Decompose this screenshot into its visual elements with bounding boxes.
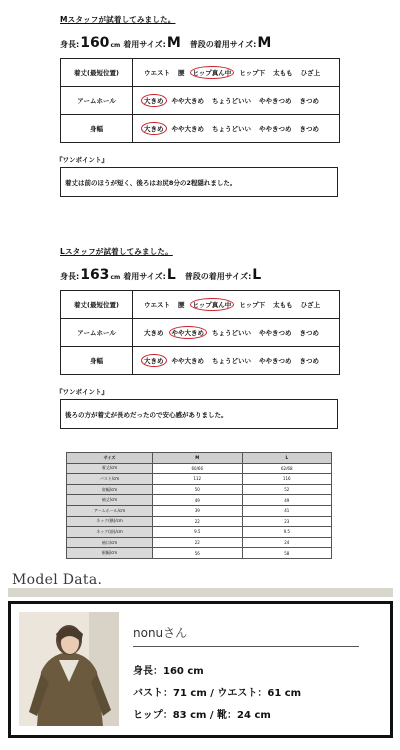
size-cell: 22 (153, 516, 243, 527)
fit-option-selected: ヒップ真ん中 (190, 66, 235, 79)
try-size-value: M (166, 35, 181, 51)
size-table-row (67, 474, 332, 485)
height-label: 身長: (60, 272, 80, 281)
size-header-cell: サイズ (67, 453, 153, 464)
height-value: 160 (80, 35, 110, 51)
size-cell: 50 (153, 484, 243, 495)
model-bust-waist: バスト：71 cm / ウエスト：61 cm (133, 688, 302, 699)
fit-row-label: 着丈(最短位置) (61, 59, 133, 87)
m-section-title: Mスタッフが試着してみました。 (60, 15, 176, 24)
l-height-line (60, 267, 340, 283)
l-point-text: 後ろの方が着丈が長めだったので安心感がありました。 (65, 410, 228, 419)
try-size-value: L (166, 267, 176, 283)
size-cell: 22 (153, 537, 243, 548)
fit-option: ヒップ下 (239, 301, 266, 309)
fit-row (61, 291, 340, 319)
model-title-rule (8, 588, 393, 597)
m-height-line (60, 35, 340, 51)
fit-option: 大きめ (144, 329, 164, 337)
fit-option: やや大きめ (171, 357, 204, 365)
size-row-label: ネック(横)/cm (67, 516, 153, 527)
size-row-label: 裾幅/cm (67, 548, 153, 559)
size-cell: 9.5 (242, 527, 332, 538)
fit-option-selected: ヒップ真ん中 (190, 298, 235, 311)
fit-option: ややきつめ (259, 125, 292, 133)
fit-option: きつめ (299, 97, 319, 105)
fit-option: ちょうどいい (212, 125, 251, 133)
size-cell: 62/68 (242, 463, 332, 474)
size-cell: 41 (242, 505, 332, 516)
fit-row-label: アームホール (61, 319, 133, 347)
fit-option-selected: 大きめ (141, 94, 167, 107)
m-fit-table (60, 58, 340, 143)
fit-row-label: アームホール (61, 87, 133, 115)
fit-option: ウエスト (144, 69, 170, 77)
size-table-row (67, 495, 332, 506)
fit-option: ややきつめ (259, 97, 292, 105)
size-header-cell: M (153, 453, 243, 464)
fit-row (61, 347, 340, 375)
fit-option: 太もも (273, 69, 293, 77)
size-cell: 24 (242, 537, 332, 548)
m-point-heading: 『ワンポイント』 (56, 156, 108, 164)
l-point-heading: 『ワンポイント』 (56, 388, 108, 396)
fit-option-selected: 大きめ (141, 122, 167, 135)
size-cell: 23 (242, 516, 332, 527)
size-table-row (67, 537, 332, 548)
fit-row-options (133, 347, 340, 375)
try-size-label: 着用サイズ: (123, 40, 166, 49)
fit-option: ちょうどいい (212, 97, 251, 105)
size-table (66, 452, 332, 559)
l-fit-table (60, 290, 340, 375)
size-table-row (67, 505, 332, 516)
try-size-label: 着用サイズ: (123, 272, 166, 281)
model-hip-shoe: ヒップ：83 cm / 靴：24 cm (133, 710, 271, 721)
model-data-card (8, 601, 393, 738)
size-row-label: バスト/cm (67, 474, 153, 485)
m-point-text: 着丈は前のほうが短く、後ろはお尻8分の2程隠れました。 (65, 178, 237, 187)
size-cell: 112 (153, 474, 243, 485)
size-table-row (67, 516, 332, 527)
fit-option: ひざ上 (300, 301, 321, 309)
size-cell: 58 (242, 548, 332, 559)
size-table-row (67, 527, 332, 538)
size-cell: 60/66 (153, 463, 243, 474)
l-staff-section (56, 246, 340, 429)
fit-option-selected: 大きめ (141, 354, 167, 367)
fit-row (61, 59, 340, 87)
fit-option: 腰 (178, 301, 185, 309)
height-unit: cm (110, 274, 121, 281)
height-label: 身長: (60, 40, 80, 49)
size-cell: 49 (242, 495, 332, 506)
fit-option-selected: やや大きめ (169, 326, 208, 339)
fit-row-options (133, 59, 340, 87)
l-section-title: Lスタッフが試着してみました。 (60, 247, 173, 256)
l-point-box (60, 399, 338, 429)
fit-row (61, 115, 340, 143)
fit-option: やや大きめ (171, 97, 204, 105)
fit-option: 太もも (273, 301, 293, 309)
fit-row-options (133, 319, 340, 347)
fit-row (61, 87, 340, 115)
height-unit: cm (110, 42, 121, 49)
size-row-label: アームホール/cm (67, 505, 153, 516)
model-name: nonuさん (133, 626, 188, 640)
usual-size-value: L (252, 267, 262, 283)
size-header-cell: L (242, 453, 332, 464)
m-point-box (60, 167, 338, 197)
fit-option: ややきつめ (259, 357, 292, 365)
size-table-header (67, 453, 332, 464)
fit-option: きつめ (299, 125, 319, 133)
size-cell: 52 (242, 484, 332, 495)
usual-size-label: 普段の着用サイズ: (184, 272, 252, 281)
size-cell: 56 (153, 548, 243, 559)
fit-option: ちょうどいい (212, 357, 251, 365)
fit-option: ヒップ下 (239, 69, 266, 77)
height-value: 163 (80, 267, 110, 283)
size-table-row (67, 548, 332, 559)
model-name-rule (133, 646, 359, 647)
fit-row-label: 身幅 (61, 115, 133, 143)
fit-option: きつめ (299, 329, 319, 337)
usual-size-label: 普段の着用サイズ: (189, 40, 257, 49)
size-cell: 49 (153, 495, 243, 506)
size-row-label: ネック(前)/cm (67, 527, 153, 538)
fit-row-options (133, 115, 340, 143)
model-data-title: Model Data. (12, 572, 103, 588)
size-row-label: 袖口/cm (67, 537, 153, 548)
size-row-label: 着丈/cm (67, 463, 153, 474)
fit-option: ややきつめ (259, 329, 292, 337)
size-row-label: 袖丈/cm (67, 495, 153, 506)
size-table-row (67, 463, 332, 474)
model-photo (19, 612, 119, 726)
fit-option: ウエスト (144, 301, 170, 309)
fit-option: やや大きめ (171, 125, 204, 133)
fit-option: きつめ (299, 357, 319, 365)
fit-option: 腰 (178, 69, 185, 77)
m-staff-section (56, 14, 340, 197)
model-height: 身長：160 cm (133, 666, 204, 677)
size-table-row (67, 484, 332, 495)
fit-option: ちょうどいい (212, 329, 251, 337)
usual-size-value: M (257, 35, 272, 51)
fit-row-options (133, 291, 340, 319)
fit-row-options (133, 87, 340, 115)
size-cell: 9.5 (153, 527, 243, 538)
size-cell: 116 (242, 474, 332, 485)
fit-option: ひざ上 (300, 69, 321, 77)
size-cell: 39 (153, 505, 243, 516)
fit-row-label: 着丈(最短位置) (61, 291, 133, 319)
fit-row (61, 319, 340, 347)
size-row-label: 肩幅/cm (67, 484, 153, 495)
fit-row-label: 身幅 (61, 347, 133, 375)
